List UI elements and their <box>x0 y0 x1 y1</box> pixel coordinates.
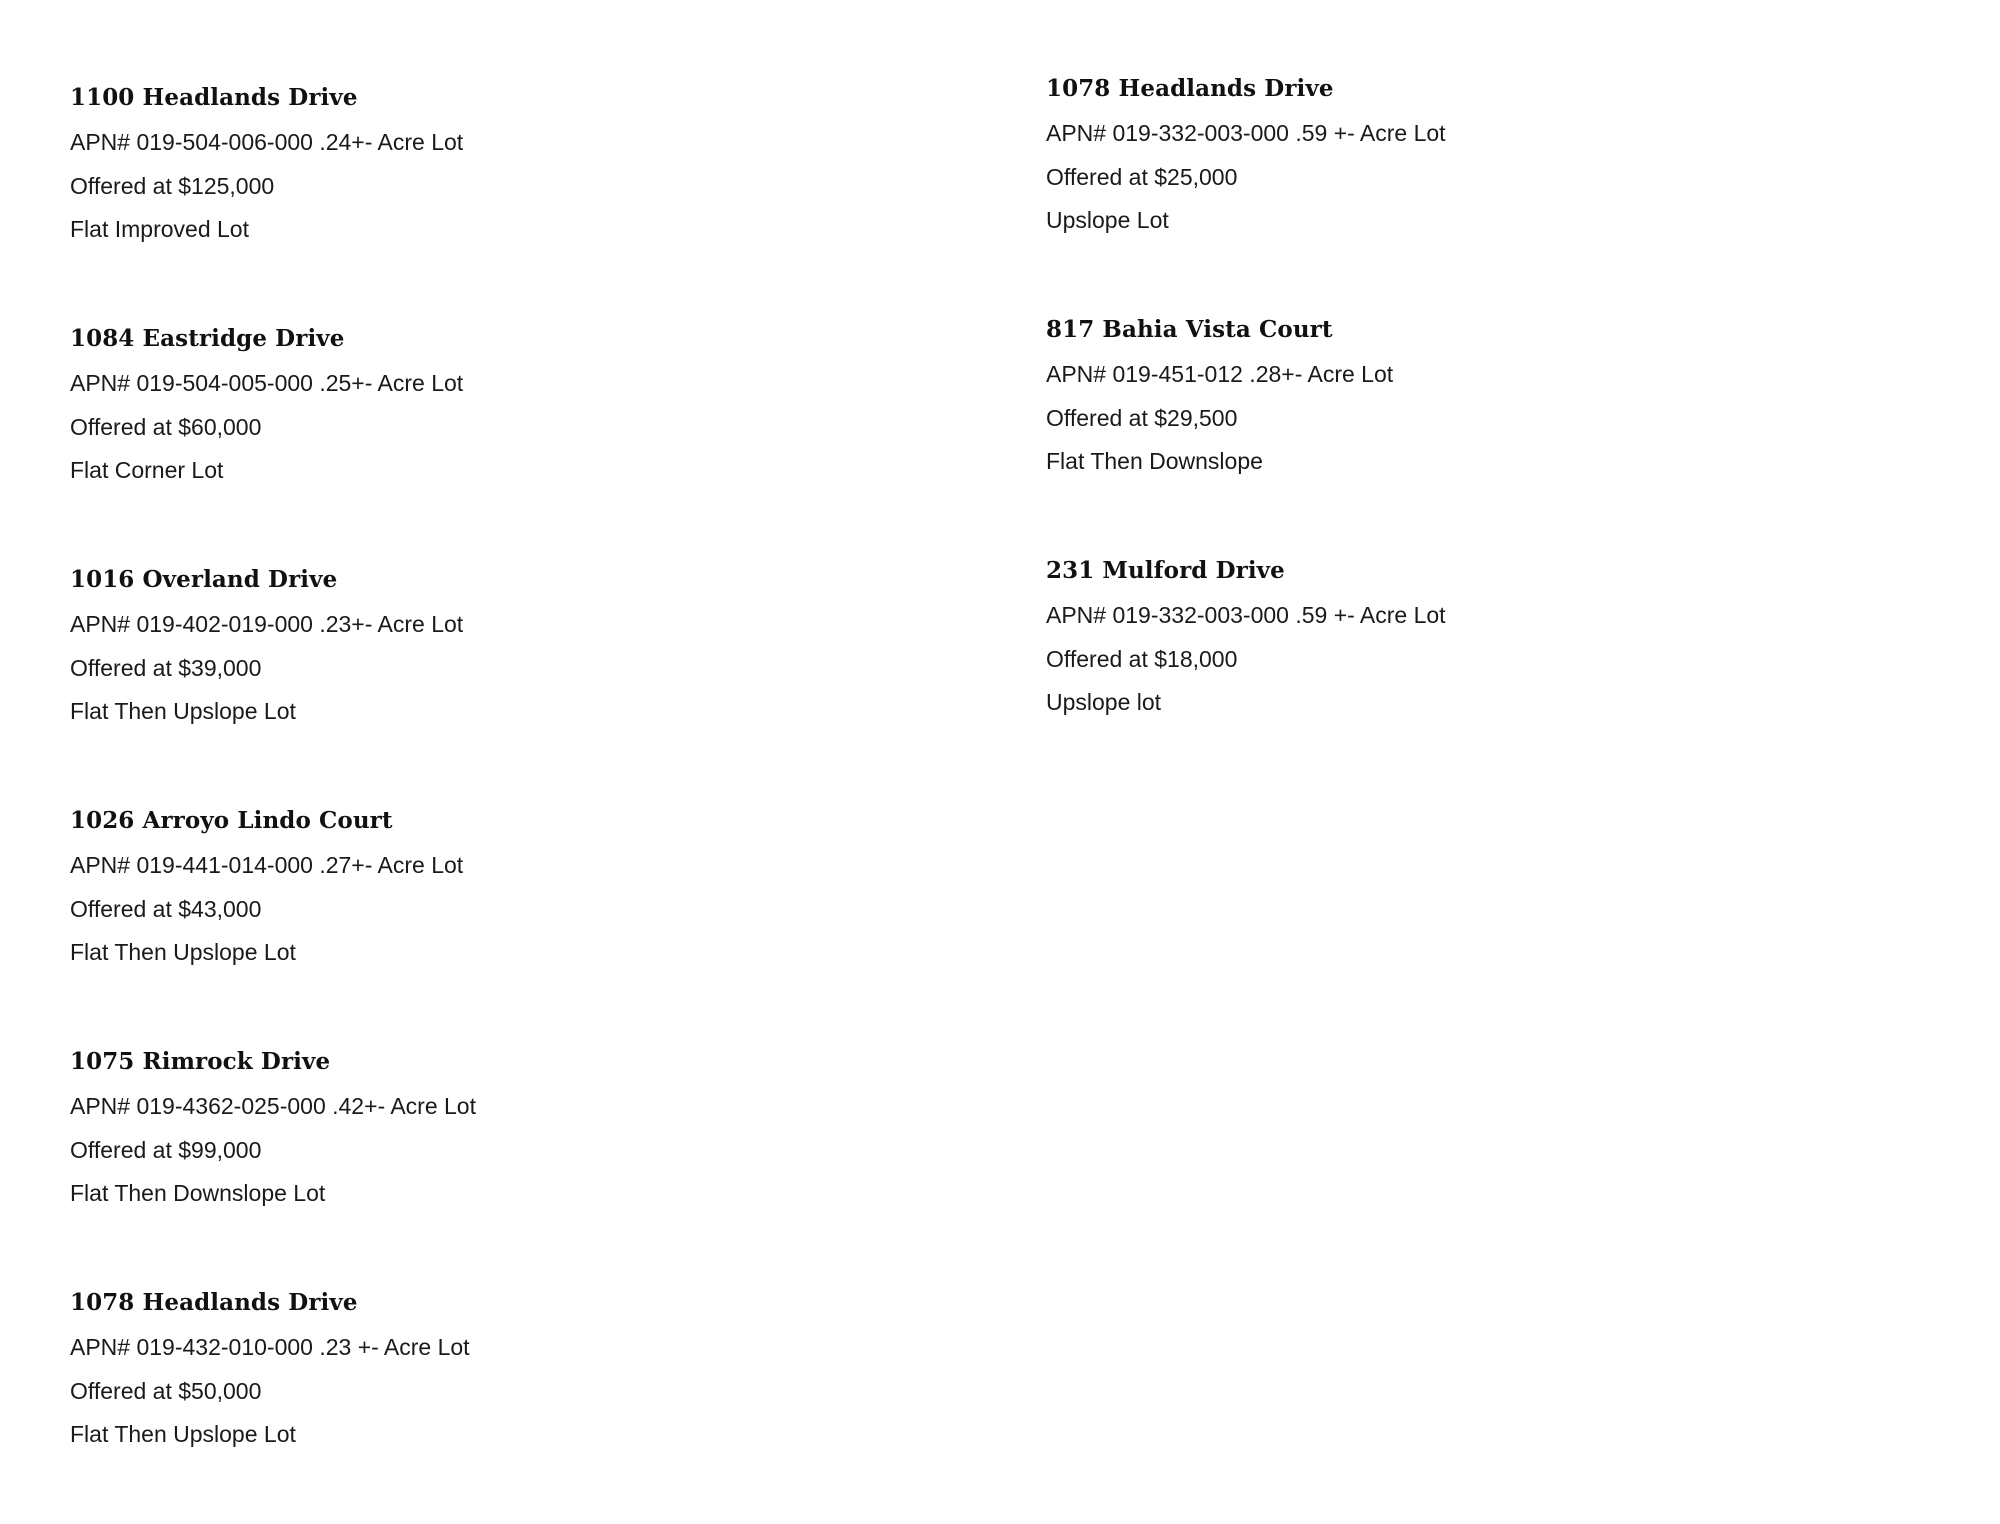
listing-description: Upslope Lot <box>1046 207 1169 233</box>
listing-apn: APN# 019-441-014-000 .27+- Acre Lot <box>70 852 464 878</box>
right-column <box>1046 69 1946 792</box>
listing-apn: APN# 019-504-006-000 .24+- Acre Lot <box>70 129 464 155</box>
listing-price: Offered at $99,000 <box>70 1136 262 1163</box>
listing-apn: APN# 019-4362-025-000 .42+- Acre Lot <box>70 1093 476 1119</box>
listing-price: Offered at $50,000 <box>70 1377 262 1404</box>
listing-apn: APN# 019-332-003-000 .59 +- Acre Lot <box>1046 120 1446 146</box>
listing-address: 1075 Rimrock Drive <box>70 1048 331 1075</box>
listing <box>70 319 970 490</box>
listing-description: Flat Then Upslope Lot <box>70 939 296 965</box>
listing-description: Flat Improved Lot <box>70 216 249 242</box>
listing-price: Offered at $18,000 <box>1046 645 1238 672</box>
listing-price: Offered at $25,000 <box>1046 163 1238 190</box>
listing-address: 1078 Headlands Drive <box>70 1289 358 1316</box>
listing-address: 1026 Arroyo Lindo Court <box>70 807 393 834</box>
listing-description: Upslope lot <box>1046 689 1162 715</box>
listing-apn: APN# 019-332-003-000 .59 +- Acre Lot <box>1046 602 1446 628</box>
listing-address: 817 Bahia Vista Court <box>1046 316 1333 343</box>
listing-apn: APN# 019-402-019-000 .23+- Acre Lot <box>70 611 464 637</box>
listing-apn: APN# 019-504-005-000 .25+- Acre Lot <box>70 370 464 396</box>
listing-description: Flat Then Downslope <box>1046 448 1263 474</box>
listing <box>70 801 970 972</box>
listing-address: 1078 Headlands Drive <box>1046 75 1334 102</box>
listing-description: Flat Then Upslope Lot <box>70 698 296 724</box>
listing <box>70 560 970 731</box>
listing <box>70 1042 970 1213</box>
listing <box>1046 551 1946 722</box>
listing <box>70 1283 970 1454</box>
listing-address: 1084 Eastridge Drive <box>70 325 345 352</box>
listing-address: 1100 Headlands Drive <box>70 84 358 111</box>
listing <box>1046 69 1946 240</box>
listing-apn: APN# 019-451-012 .28+- Acre Lot <box>1046 361 1394 387</box>
listing-price: Offered at $43,000 <box>70 895 262 922</box>
listing-description: Flat Then Downslope Lot <box>70 1180 326 1206</box>
listing-address: 1016 Overland Drive <box>70 566 338 593</box>
listing-price: Offered at $125,000 <box>70 172 275 199</box>
listing-price: Offered at $60,000 <box>70 413 262 440</box>
listing-price: Offered at $29,500 <box>1046 404 1238 431</box>
listing-description: Flat Then Upslope Lot <box>70 1421 296 1447</box>
listing-price: Offered at $39,000 <box>70 654 262 681</box>
listing-address: 231 Mulford Drive <box>1046 557 1285 584</box>
listing <box>1046 310 1946 481</box>
listing-apn: APN# 019-432-010-000 .23 +- Acre Lot <box>70 1334 470 1360</box>
left-column <box>70 78 970 1524</box>
listing <box>70 78 970 249</box>
listing-description: Flat Corner Lot <box>70 457 224 483</box>
